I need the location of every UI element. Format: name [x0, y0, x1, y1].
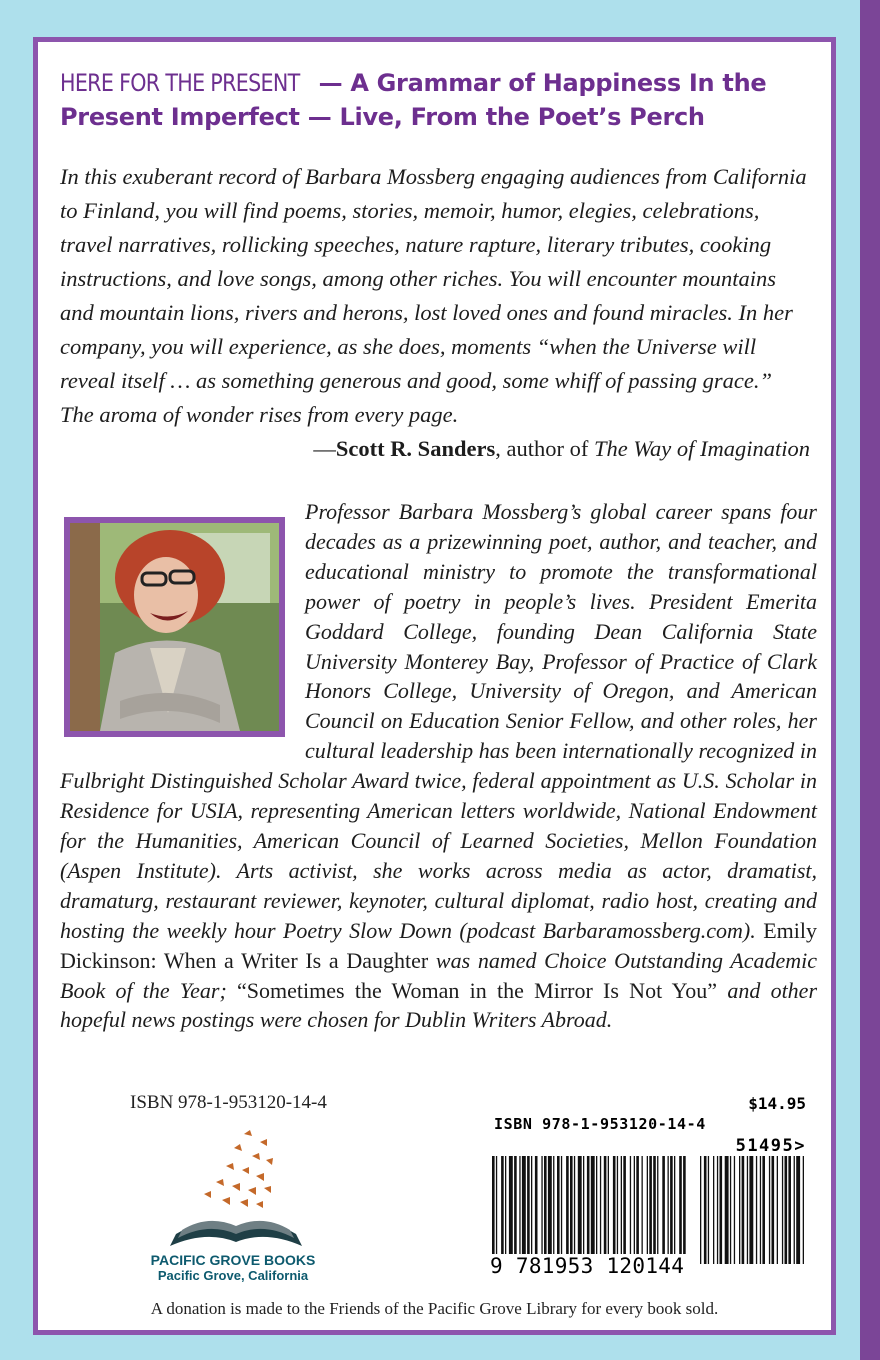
back-cover-panel	[33, 37, 836, 1335]
barcode-addon-bar	[760, 1156, 761, 1264]
bio-text: Professor Barbara Mossberg’s global career spans four decades as a prizewinning poet, author, and teacher, and educational ministry to promote the transformational power of poetry in people’s lives. President Emerita Goddard College, founding Dean California State University Monterey Bay, Professor of Practice of Clark Honors College, University of Oregon, and American Council on Education Senior Fellow, and other roles, her cultural leadership has been internationally recognized in Fulbright Distinguished Scholar Award twice, federal appointment as U.S. Scholar in Residence for USIA, representing American letters worldwide, National Endowment for the Humanities, American Council of Learned Societies, Mellon Foundation (Aspen Institute). Arts activist, she works across media as actor, dramatist, dramaturg, restaurant reviewer, keynoter, cultural diplomat, radio host, creating and hosting the weekly hour Poetry Slow Down (podcast Barbaramossberg.com).	[60, 499, 817, 943]
barcode-addon-bar	[708, 1156, 709, 1264]
barcode-addon-bar	[739, 1156, 740, 1264]
barcode-price: $14.95	[748, 1094, 806, 1113]
barcode-bar	[613, 1156, 616, 1266]
publisher-location: Pacific Grove, California	[157, 1268, 309, 1283]
barcode-addon-bar	[747, 1156, 748, 1264]
barcode-bar	[541, 1156, 542, 1266]
barcode-addon-bar	[717, 1156, 718, 1264]
barcode-bar	[531, 1156, 532, 1266]
endorser-name: Scott R. Sanders	[335, 436, 496, 461]
barcode-bar	[505, 1156, 506, 1266]
barcode-bar	[492, 1156, 495, 1266]
barcode-isbn: ISBN 978-1-953120-14-4	[494, 1115, 706, 1133]
barcode-bar	[519, 1156, 520, 1266]
barcode-addon-bar	[782, 1156, 783, 1264]
barcode-bar	[566, 1156, 569, 1266]
barcode-addon-bar	[772, 1156, 775, 1264]
barcode-addon-bar	[704, 1156, 707, 1264]
barcode-bar	[574, 1156, 575, 1266]
title-subtitle: — A Grammar of Happiness In the Present Imperfect — Live, From the Poet’s Perch	[60, 69, 767, 131]
barcode-bar	[630, 1156, 631, 1266]
barcode-bar	[561, 1156, 562, 1266]
barcode-bar	[514, 1156, 517, 1266]
butterfly-book-icon	[156, 1130, 316, 1258]
bio-text-3: and other hopeful news postings were chosen for Dublin Writers Abroad.	[60, 977, 818, 1033]
barcode-bar	[636, 1156, 639, 1266]
barcode-bar	[623, 1156, 626, 1266]
barcode-bar	[642, 1156, 643, 1266]
barcode-bar	[649, 1156, 652, 1266]
barcode-bar	[553, 1156, 554, 1266]
barcode-addon-bar	[730, 1156, 731, 1264]
barcode-bar	[653, 1156, 656, 1266]
book-title	[60, 66, 820, 134]
barcode-bars	[490, 1156, 806, 1266]
endorser-book: The Way of Imagination	[593, 436, 810, 461]
barcode-bar	[544, 1156, 547, 1266]
blurb-text: In this exuberant record of Barbara Mossberg engaging audiences from California to Finland, you will find poems, stories, memoir, humor, elegies, celebrations, travel narratives, rollicking speeches, nature rapture, literary tributes, cooking instructions, and love songs, among other riches. You will encounter mountains and mountain lions, rivers and herons, lost loved ones and found miracles. In her company, you will experience, as she does, moments “when the Universe will reveal itself … as something generous and good, some whiff of passing grace.” The aroma of wonder rises from every page.	[60, 164, 807, 427]
barcode-ean-number: 9 781953 120144	[490, 1254, 685, 1278]
barcode-addon-code: 51495>	[735, 1136, 806, 1156]
barcode-bar	[591, 1156, 595, 1266]
author-bio	[60, 497, 817, 1035]
author-portrait-image	[70, 523, 279, 731]
barcode-bar	[600, 1156, 601, 1266]
barcode-addon-bar	[785, 1156, 788, 1264]
barcode-bar	[668, 1156, 669, 1266]
book-spine	[860, 0, 880, 1360]
publisher-name-text: PACIFIC GROVE BOOKS	[150, 1252, 316, 1268]
barcode-bar	[583, 1156, 584, 1266]
blurb-attribution	[313, 432, 810, 466]
barcode-bar	[662, 1156, 665, 1266]
isbn-barcode	[490, 1094, 806, 1286]
endorsement-blurb	[60, 160, 810, 466]
barcode-bar	[674, 1156, 675, 1266]
barcode-bar	[634, 1156, 635, 1266]
barcode-bar	[604, 1156, 607, 1266]
barcode-bar	[527, 1156, 530, 1266]
barcode-bar	[621, 1156, 622, 1266]
barcode-bar	[578, 1156, 582, 1266]
barcode-bar	[608, 1156, 609, 1266]
barcode-addon-bar	[794, 1156, 795, 1264]
barcode-bar	[522, 1156, 526, 1266]
publisher-name	[148, 1253, 318, 1283]
barcode-bar	[501, 1156, 504, 1266]
barcode-addon-bar	[720, 1156, 723, 1264]
barcode-bar	[596, 1156, 597, 1266]
bio-book-title-1: Emily Dickinson: When a Writer Is a Daughter	[60, 917, 817, 973]
barcode-addon-bar	[734, 1156, 735, 1264]
barcode-addon-bar	[762, 1156, 765, 1264]
barcode-bar	[679, 1156, 682, 1266]
barcode-bar	[683, 1156, 686, 1266]
barcode-bar	[657, 1156, 658, 1266]
barcode-addon-bar	[777, 1156, 778, 1264]
barcode-bar	[670, 1156, 673, 1266]
barcode-addon-bar	[742, 1156, 745, 1264]
barcode-addon-bar	[756, 1156, 757, 1264]
barcode-bar	[548, 1156, 552, 1266]
donation-note: A donation is made to the Friends of the Pacific Grove Library for every book sold.	[150, 1299, 719, 1318]
barcode-bar	[496, 1156, 497, 1266]
barcode-bar	[535, 1156, 538, 1266]
barcode-bar	[509, 1156, 513, 1266]
barcode-bar	[647, 1156, 648, 1266]
author-photo	[64, 517, 285, 737]
barcode-addon-bar	[749, 1156, 753, 1264]
barcode-bar	[587, 1156, 590, 1266]
endorser-role: , author of	[495, 436, 594, 461]
barcode-addon-bar	[713, 1156, 714, 1264]
barcode-bar	[557, 1156, 560, 1266]
barcode-addon-bar	[769, 1156, 770, 1264]
barcode-addon-bar	[803, 1156, 804, 1264]
bio-text-2: was named Choice Outstanding Academic Book of the Year;	[60, 947, 817, 1003]
isbn-label: ISBN 978-1-953120-14-4	[130, 1092, 327, 1113]
barcode-addon-bar	[700, 1156, 701, 1264]
bio-book-title-2: “Sometimes the Woman in the Mirror Is Not You”	[237, 977, 718, 1003]
barcode-addon-bar	[788, 1156, 791, 1264]
attribution-dash: —	[313, 436, 336, 461]
barcode-addon-bar	[796, 1156, 800, 1264]
barcode-addon-bar	[725, 1156, 729, 1264]
barcode-bar	[617, 1156, 618, 1266]
barcode-bar	[570, 1156, 573, 1266]
title-main: HERE FOR THE PRESENT	[60, 69, 300, 97]
